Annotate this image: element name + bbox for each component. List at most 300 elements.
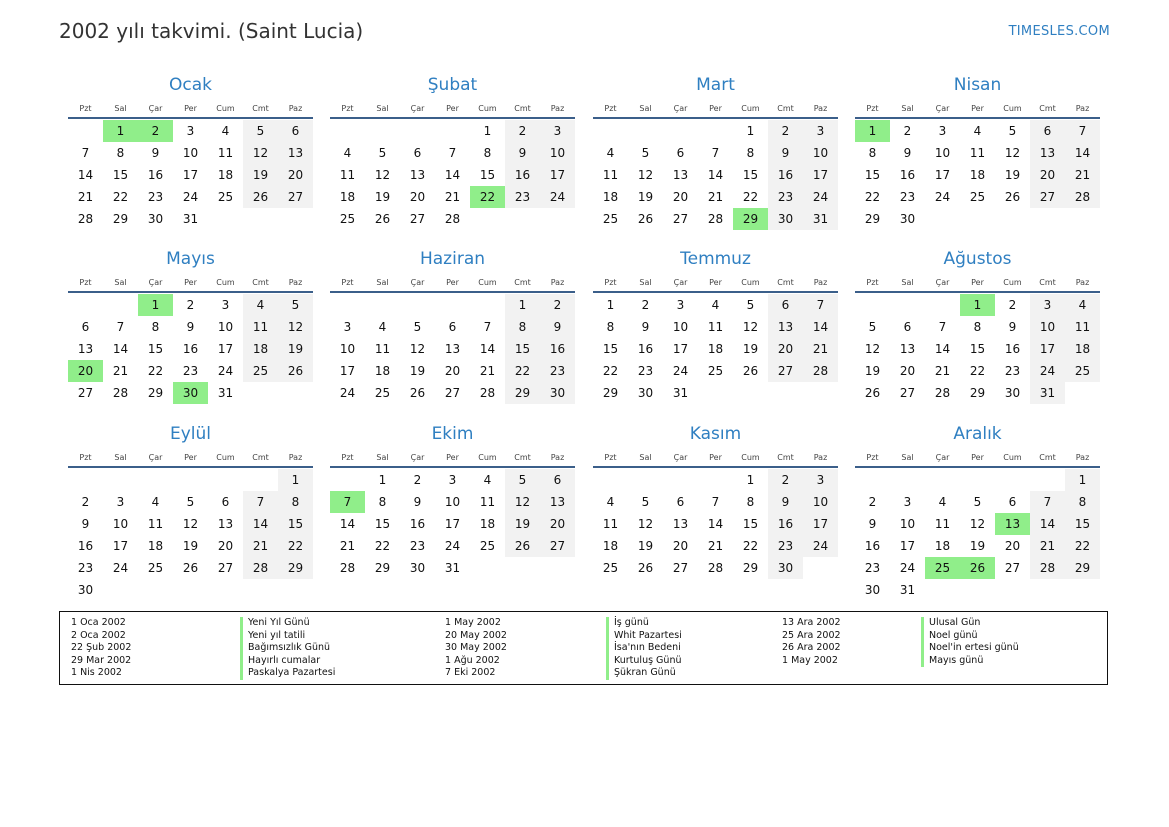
- day-cell: 18: [969, 168, 986, 182]
- day-cell: 22: [278, 535, 313, 557]
- day-cell: 16: [768, 164, 803, 186]
- weekday-label: Cum: [741, 278, 760, 287]
- day-cell: 21: [803, 338, 838, 360]
- day-cell: 25: [479, 539, 496, 553]
- day-cell: 21: [1030, 535, 1065, 557]
- day-cell: 14: [707, 517, 724, 531]
- weekday-header: [68, 278, 313, 290]
- day-cell: 5: [973, 495, 982, 509]
- weekday-label: Çar: [410, 453, 425, 462]
- day-cell: 5: [505, 469, 540, 491]
- day-cell: 6: [1030, 120, 1065, 142]
- weekday-label: Cmt: [777, 104, 794, 113]
- day-cell: 16: [768, 513, 803, 535]
- day-cell: 21: [934, 364, 951, 378]
- empty-cell: [470, 294, 505, 316]
- day-cell: 13: [768, 316, 803, 338]
- empty-cell: [68, 469, 103, 491]
- day-cell: 23: [768, 186, 803, 208]
- day-cell: 19: [409, 364, 426, 378]
- weekday-label: Pzt: [866, 104, 879, 113]
- day-cell: 23: [182, 364, 199, 378]
- weekday-label: Çar: [410, 278, 425, 287]
- day-cell: 31: [182, 212, 199, 226]
- day-cell: 3: [186, 124, 195, 138]
- weekday-label: Per: [446, 278, 459, 287]
- day-cell: 28: [707, 212, 724, 226]
- day-cell: 8: [973, 320, 982, 334]
- holiday-day-cell: 22: [470, 186, 505, 208]
- header-rule: [593, 117, 838, 119]
- day-cell: 10: [339, 342, 356, 356]
- day-cell: 19: [1004, 168, 1021, 182]
- day-cell: 17: [112, 539, 129, 553]
- day-cell: 2: [768, 469, 803, 491]
- day-cell: 2: [768, 120, 803, 142]
- day-grid: [593, 294, 838, 404]
- day-cell: 14: [479, 342, 496, 356]
- day-cell: 15: [505, 338, 540, 360]
- day-cell: 31: [1030, 382, 1065, 404]
- day-cell: 16: [540, 338, 575, 360]
- day-cell: 8: [378, 495, 387, 509]
- day-cell: 11: [602, 168, 619, 182]
- site-logo-link[interactable]: TIMESLES.COM: [1008, 24, 1110, 39]
- day-cell: 20: [540, 513, 575, 535]
- day-cell: 22: [112, 190, 129, 204]
- weekday-header: [330, 104, 575, 116]
- day-cell: 24: [540, 186, 575, 208]
- weekday-label: Cum: [741, 104, 760, 113]
- day-cell: 22: [602, 364, 619, 378]
- weekday-label: Cmt: [777, 453, 794, 462]
- day-cell: 15: [742, 517, 759, 531]
- header-rule: [855, 466, 1100, 468]
- empty-cell: [103, 294, 138, 316]
- day-cell: 15: [112, 168, 129, 182]
- day-cell: 1: [378, 473, 387, 487]
- weekday-label: Paz: [288, 453, 303, 462]
- day-cell: 26: [505, 535, 540, 557]
- day-cell: 4: [378, 320, 387, 334]
- day-cell: 31: [672, 386, 689, 400]
- day-cell: 23: [540, 360, 575, 382]
- day-cell: 14: [339, 517, 356, 531]
- weekday-label: Sal: [376, 278, 389, 287]
- day-cell: 20: [1030, 164, 1065, 186]
- weekday-label: Çar: [673, 104, 688, 113]
- day-cell: 13: [444, 342, 461, 356]
- day-cell: 4: [606, 146, 615, 160]
- day-cell: 24: [934, 190, 951, 204]
- empty-cell: [960, 469, 995, 491]
- weekday-label: Pzt: [866, 278, 879, 287]
- empty-cell: [925, 469, 960, 491]
- legend-holiday-name: Şükran Günü: [606, 667, 682, 680]
- day-cell: 4: [151, 495, 160, 509]
- day-cell: 23: [77, 561, 94, 575]
- day-cell: 14: [707, 168, 724, 182]
- day-cell: 18: [602, 190, 619, 204]
- weekday-label: Pzt: [341, 453, 354, 462]
- legend-date: 1 Oca 2002: [71, 617, 126, 628]
- day-cell: 21: [479, 364, 496, 378]
- day-cell: 5: [413, 320, 422, 334]
- weekday-label: Cmt: [514, 453, 531, 462]
- day-grid: [855, 294, 1100, 404]
- empty-cell: [243, 469, 278, 491]
- day-grid: [330, 294, 575, 404]
- day-cell: 24: [182, 190, 199, 204]
- day-cell: 28: [479, 386, 496, 400]
- day-cell: 19: [505, 513, 540, 535]
- day-cell: 8: [483, 146, 492, 160]
- day-cell: 22: [742, 539, 759, 553]
- weekday-header: [330, 278, 575, 290]
- day-cell: 1: [505, 294, 540, 316]
- day-cell: 15: [1065, 513, 1100, 535]
- day-cell: 27: [540, 535, 575, 557]
- day-cell: 28: [444, 212, 461, 226]
- day-cell: 14: [934, 342, 951, 356]
- day-cell: 20: [768, 338, 803, 360]
- legend-holiday-name: Noel'in ertesi günü: [921, 642, 1019, 655]
- day-cell: 18: [934, 539, 951, 553]
- day-cell: 28: [1030, 557, 1065, 579]
- day-cell: 8: [278, 491, 313, 513]
- legend-holiday-name: Whit Pazartesi: [606, 630, 682, 643]
- day-cell: 20: [444, 364, 461, 378]
- day-cell: 29: [112, 212, 129, 226]
- day-cell: 5: [243, 120, 278, 142]
- legend-holiday-name: Noel günü: [921, 630, 1019, 643]
- day-cell: 27: [409, 212, 426, 226]
- legend-date: 20 May 2002: [445, 629, 507, 641]
- day-cell: 16: [864, 539, 881, 553]
- day-cell: 21: [112, 364, 129, 378]
- day-cell: 9: [540, 316, 575, 338]
- day-cell: 29: [278, 557, 313, 579]
- day-cell: 22: [969, 364, 986, 378]
- empty-cell: [103, 469, 138, 491]
- day-cell: 3: [116, 495, 125, 509]
- day-cell: 13: [278, 142, 313, 164]
- day-cell: 11: [707, 320, 724, 334]
- day-cell: 12: [243, 142, 278, 164]
- weekday-label: Paz: [813, 278, 828, 287]
- day-cell: 6: [903, 320, 912, 334]
- weekday-label: Per: [184, 453, 197, 462]
- day-cell: 19: [864, 364, 881, 378]
- weekday-label: Cmt: [1039, 104, 1056, 113]
- day-cell: 30: [409, 561, 426, 575]
- day-grid: [855, 469, 1100, 601]
- day-cell: 26: [742, 364, 759, 378]
- day-cell: 8: [746, 146, 755, 160]
- day-cell: 1: [746, 124, 755, 138]
- day-cell: 24: [803, 186, 838, 208]
- weekday-label: Paz: [288, 278, 303, 287]
- day-cell: 4: [1065, 294, 1100, 316]
- weekday-label: Sal: [639, 453, 652, 462]
- month-name: Şubat: [427, 75, 478, 95]
- day-cell: 10: [803, 142, 838, 164]
- legend-date: 29 Mar 2002: [71, 654, 132, 666]
- empty-cell: [593, 469, 628, 491]
- header-rule: [68, 466, 313, 468]
- day-cell: 15: [147, 342, 164, 356]
- weekday-label: Çar: [935, 104, 950, 113]
- day-cell: 26: [637, 561, 654, 575]
- holiday-day-cell: 13: [995, 513, 1030, 535]
- day-cell: 20: [672, 190, 689, 204]
- day-cell: 18: [217, 168, 234, 182]
- day-cell: 19: [374, 190, 391, 204]
- empty-cell: [68, 294, 103, 316]
- legend-holiday-name: İş günü: [606, 617, 682, 630]
- day-cell: 19: [182, 539, 199, 553]
- day-cell: 16: [77, 539, 94, 553]
- month-name: Ocak: [169, 75, 212, 95]
- day-cell: 2: [540, 294, 575, 316]
- legend-names-col-1: [240, 617, 335, 680]
- weekday-label: Cum: [478, 104, 497, 113]
- day-cell: 22: [505, 360, 540, 382]
- day-cell: 25: [374, 386, 391, 400]
- legend-dates-col-3: [782, 617, 841, 667]
- day-cell: 3: [903, 495, 912, 509]
- day-cell: 10: [112, 517, 129, 531]
- day-cell: 3: [803, 469, 838, 491]
- day-cell: 29: [864, 212, 881, 226]
- empty-cell: [855, 294, 890, 316]
- weekday-header: [593, 453, 838, 465]
- day-cell: 20: [217, 539, 234, 553]
- day-cell: 14: [243, 513, 278, 535]
- day-cell: 28: [339, 561, 356, 575]
- day-cell: 30: [540, 382, 575, 404]
- day-cell: 11: [934, 517, 951, 531]
- weekday-label: Cmt: [777, 278, 794, 287]
- weekday-label: Cmt: [514, 104, 531, 113]
- day-cell: 17: [803, 513, 838, 535]
- day-cell: 13: [899, 342, 916, 356]
- day-cell: 27: [768, 360, 803, 382]
- day-cell: 18: [1065, 338, 1100, 360]
- weekday-label: Per: [709, 453, 722, 462]
- day-cell: 7: [243, 491, 278, 513]
- day-cell: 16: [899, 168, 916, 182]
- day-cell: 7: [1030, 491, 1065, 513]
- day-cell: 11: [217, 146, 234, 160]
- day-cell: 25: [339, 212, 356, 226]
- day-cell: 7: [483, 320, 492, 334]
- day-grid: [593, 469, 838, 579]
- day-cell: 1: [278, 469, 313, 491]
- weekday-header: [593, 278, 838, 290]
- day-cell: 17: [934, 168, 951, 182]
- day-cell: 9: [768, 142, 803, 164]
- weekday-label: Sal: [639, 104, 652, 113]
- day-cell: 5: [641, 146, 650, 160]
- day-cell: 25: [969, 190, 986, 204]
- day-cell: 18: [479, 517, 496, 531]
- legend-holiday-name: Kurtuluş Günü: [606, 655, 682, 668]
- holiday-day-cell: 26: [960, 557, 995, 579]
- weekday-label: Cum: [1003, 278, 1022, 287]
- day-cell: 10: [803, 491, 838, 513]
- day-cell: 16: [147, 168, 164, 182]
- day-cell: 9: [505, 142, 540, 164]
- day-cell: 31: [803, 208, 838, 230]
- day-cell: 12: [409, 342, 426, 356]
- day-cell: 23: [1004, 364, 1021, 378]
- day-cell: 17: [444, 517, 461, 531]
- month-name: Mart: [696, 75, 735, 95]
- day-cell: 7: [81, 146, 90, 160]
- weekday-label: Cum: [478, 453, 497, 462]
- legend-date: 26 Ara 2002: [782, 642, 841, 654]
- day-cell: 21: [1065, 164, 1100, 186]
- month-name: Eylül: [169, 424, 212, 444]
- legend-date: 25 Ara 2002: [782, 629, 841, 641]
- legend-holiday-name: Yeni yıl tatili: [240, 630, 335, 643]
- legend-names-col-2: [606, 617, 682, 680]
- header-rule: [855, 291, 1100, 293]
- day-cell: 13: [1030, 142, 1065, 164]
- legend-dates-col-2: [445, 617, 507, 680]
- empty-cell: [138, 469, 173, 491]
- weekday-label: Per: [971, 104, 984, 113]
- header-rule: [330, 466, 575, 468]
- day-cell: 27: [672, 561, 689, 575]
- day-cell: 14: [1030, 513, 1065, 535]
- day-cell: 2: [413, 473, 422, 487]
- day-cell: 11: [602, 517, 619, 531]
- day-cell: 8: [116, 146, 125, 160]
- day-cell: 19: [637, 539, 654, 553]
- day-cell: 2: [868, 495, 877, 509]
- day-cell: 29: [505, 382, 540, 404]
- day-cell: 7: [711, 146, 720, 160]
- day-cell: 19: [969, 539, 986, 553]
- month-name: Nisan: [953, 75, 1002, 95]
- day-cell: 26: [864, 386, 881, 400]
- empty-cell: [68, 120, 103, 142]
- day-cell: 6: [676, 146, 685, 160]
- day-cell: 14: [112, 342, 129, 356]
- day-cell: 17: [1030, 338, 1065, 360]
- day-cell: 20: [278, 164, 313, 186]
- page-title: 2002 yılı takvimi. (Saint Lucia): [59, 19, 364, 43]
- weekday-label: Per: [971, 278, 984, 287]
- holiday-day-cell: 29: [733, 208, 768, 230]
- weekday-label: Çar: [148, 104, 163, 113]
- day-cell: 15: [479, 168, 496, 182]
- weekday-label: Cum: [478, 278, 497, 287]
- weekday-label: Çar: [148, 278, 163, 287]
- weekday-label: Pzt: [79, 104, 92, 113]
- day-cell: 18: [147, 539, 164, 553]
- day-cell: 19: [742, 342, 759, 356]
- day-grid: [330, 469, 575, 579]
- day-cell: 17: [899, 539, 916, 553]
- empty-cell: [1030, 469, 1065, 491]
- day-cell: 15: [969, 342, 986, 356]
- day-cell: 10: [1030, 316, 1065, 338]
- weekday-header: [855, 453, 1100, 465]
- weekday-label: Pzt: [604, 278, 617, 287]
- header-rule: [593, 466, 838, 468]
- day-cell: 6: [278, 120, 313, 142]
- legend-date: 7 Eki 2002: [445, 667, 496, 679]
- day-cell: 31: [899, 583, 916, 597]
- day-cell: 14: [77, 168, 94, 182]
- day-cell: 15: [278, 513, 313, 535]
- header-rule: [330, 117, 575, 119]
- day-cell: 28: [112, 386, 129, 400]
- day-cell: 12: [278, 316, 313, 338]
- day-cell: 6: [221, 495, 230, 509]
- weekday-label: Cmt: [1039, 453, 1056, 462]
- day-cell: 7: [938, 320, 947, 334]
- day-cell: 22: [147, 364, 164, 378]
- day-cell: 1: [746, 473, 755, 487]
- day-cell: 7: [803, 294, 838, 316]
- day-cell: 11: [243, 316, 278, 338]
- day-cell: 19: [278, 338, 313, 360]
- legend-holiday-name: Hayırlı cumalar: [240, 655, 335, 668]
- weekday-label: Çar: [148, 453, 163, 462]
- month-name: Mayıs: [166, 249, 215, 269]
- weekday-label: Cum: [1003, 453, 1022, 462]
- day-cell: 1: [606, 298, 615, 312]
- day-cell: 9: [903, 146, 912, 160]
- weekday-label: Per: [446, 104, 459, 113]
- day-cell: 15: [602, 342, 619, 356]
- day-cell: 4: [938, 495, 947, 509]
- day-cell: 27: [1004, 561, 1021, 575]
- weekday-label: Cmt: [514, 278, 531, 287]
- weekday-label: Per: [971, 453, 984, 462]
- day-cell: 6: [540, 469, 575, 491]
- weekday-label: Paz: [1075, 453, 1090, 462]
- weekday-label: Pzt: [341, 104, 354, 113]
- empty-cell: [855, 469, 890, 491]
- day-cell: 28: [243, 557, 278, 579]
- day-cell: 27: [899, 386, 916, 400]
- day-grid: [330, 120, 575, 230]
- day-cell: 14: [803, 316, 838, 338]
- day-cell: 10: [672, 320, 689, 334]
- day-cell: 11: [479, 495, 496, 509]
- day-cell: 4: [221, 124, 230, 138]
- weekday-label: Paz: [288, 104, 303, 113]
- day-cell: 1: [483, 124, 492, 138]
- day-grid: [593, 120, 838, 230]
- day-cell: 25: [1065, 360, 1100, 382]
- month-name: Haziran: [419, 249, 486, 269]
- day-cell: 21: [444, 190, 461, 204]
- day-cell: 3: [221, 298, 230, 312]
- day-cell: 5: [186, 495, 195, 509]
- legend-names-col-3: [921, 617, 1019, 667]
- day-cell: 3: [540, 120, 575, 142]
- weekday-label: Sal: [901, 453, 914, 462]
- day-cell: 15: [742, 168, 759, 182]
- day-cell: 4: [483, 473, 492, 487]
- empty-cell: [628, 120, 663, 142]
